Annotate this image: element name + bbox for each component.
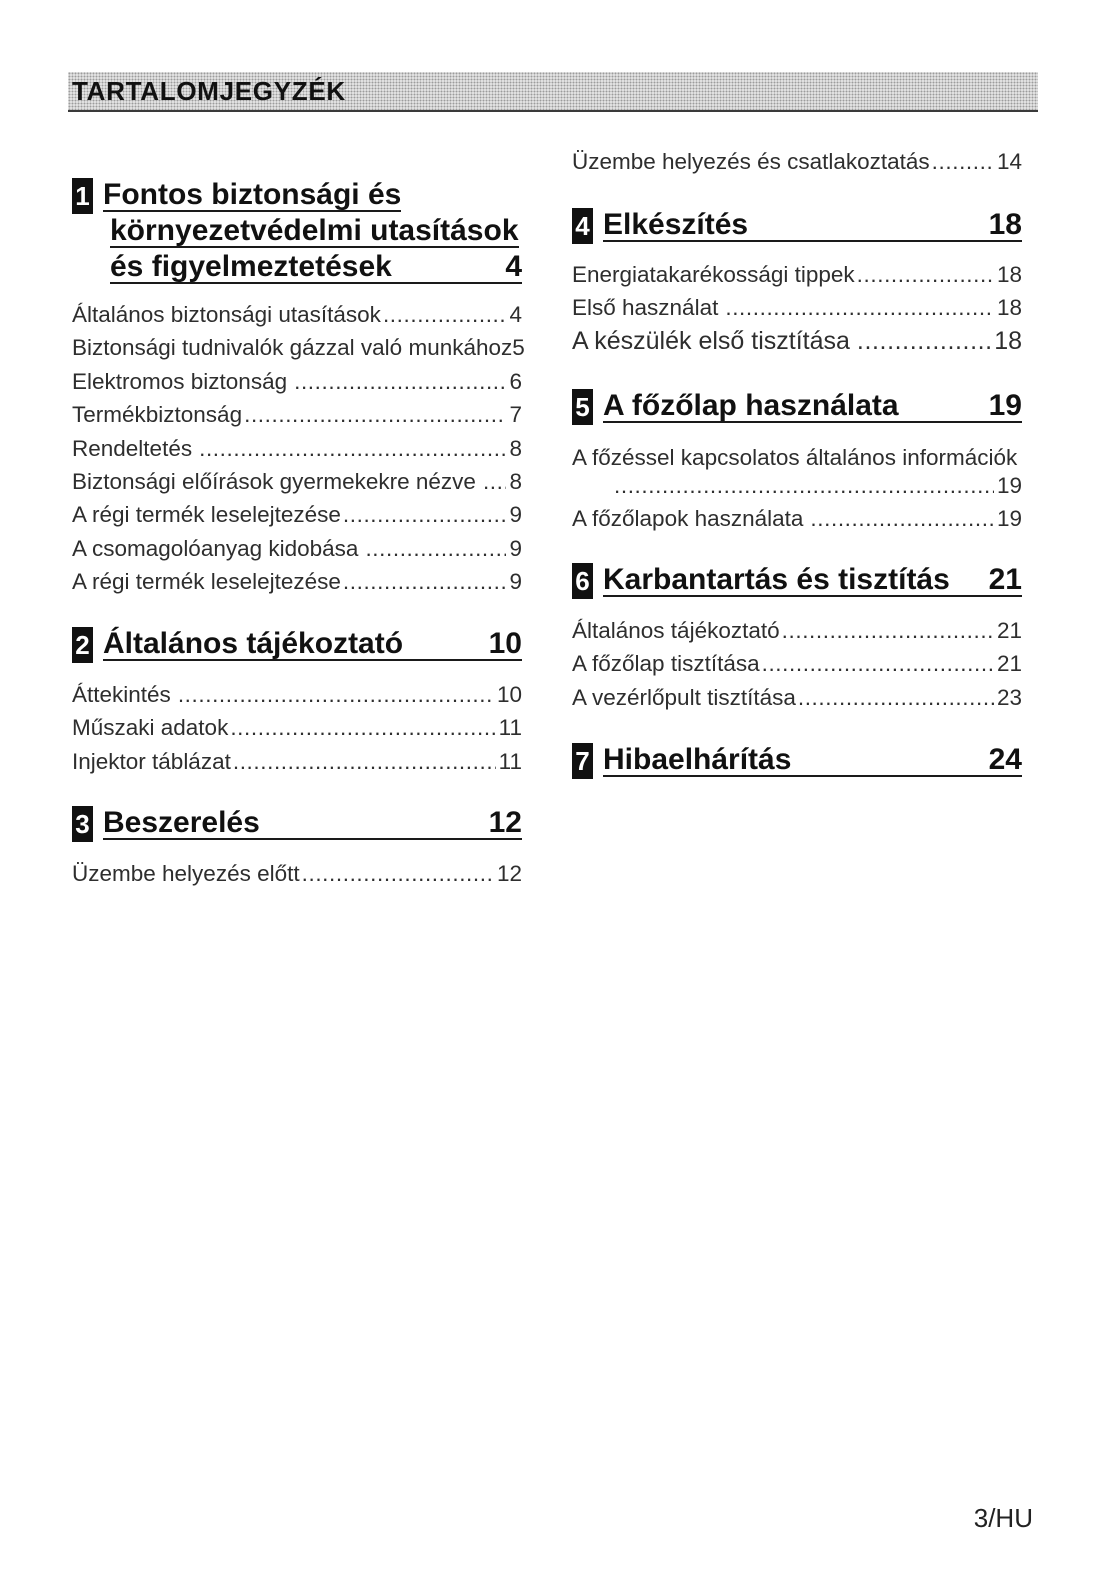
toc-entry-label: A vezérlőpult tisztítása bbox=[572, 684, 796, 710]
toc-entry-page: 19 bbox=[996, 506, 1022, 532]
section-3-entries bbox=[72, 857, 522, 890]
section-number-badge: 1 bbox=[72, 178, 93, 214]
section-number-badge: 5 bbox=[572, 389, 593, 425]
toc-entry bbox=[72, 365, 522, 398]
dot-leader bbox=[803, 502, 994, 535]
section-title-row bbox=[603, 743, 1022, 777]
toc-entry-page: 8 bbox=[509, 468, 522, 494]
toc-entry-label: A készülék első tisztítása bbox=[572, 326, 850, 355]
dot-leader bbox=[850, 325, 991, 358]
section-heading-1 bbox=[72, 178, 522, 283]
section-title: Elkészítés bbox=[603, 208, 749, 241]
section-page-number: 18 bbox=[988, 208, 1022, 241]
toc-entry-label: Injektor táblázat bbox=[72, 748, 231, 774]
toc-entry-page: 18 bbox=[996, 295, 1022, 321]
dot-leader bbox=[341, 565, 507, 598]
toc-entry-page: 9 bbox=[509, 502, 522, 528]
dot-leader bbox=[341, 498, 507, 531]
section-2-entries bbox=[72, 678, 522, 778]
toc-header-band bbox=[68, 72, 1038, 112]
toc-entry-label: Biztonsági előírások gyermekekre nézve bbox=[72, 468, 476, 494]
page-number: 3/HU bbox=[973, 1503, 1033, 1533]
toc-entry-page: 19 bbox=[996, 473, 1022, 498]
section-title-line: környezetvédelmi utasítások bbox=[110, 214, 519, 247]
dot-leader bbox=[718, 291, 994, 324]
toc-entry-page: 12 bbox=[496, 861, 522, 886]
toc-entry-label: A főzőlapok használata bbox=[572, 506, 804, 532]
section-5-entries bbox=[572, 441, 1022, 536]
dot-leader bbox=[300, 857, 494, 890]
dot-leader bbox=[930, 145, 994, 178]
toc-entry bbox=[572, 325, 1022, 358]
dot-leader bbox=[242, 398, 506, 431]
section-title: A főzőlap használata bbox=[603, 389, 899, 422]
toc-entry-page: 21 bbox=[996, 618, 1022, 643]
toc-entry-label: Üzembe helyezés és csatlakoztatás bbox=[572, 149, 930, 174]
toc-entry bbox=[72, 745, 522, 778]
toc-entry bbox=[572, 502, 1022, 535]
section-4-entries bbox=[572, 258, 1022, 358]
toc-entry-label: A főzőlap tisztítása bbox=[572, 651, 760, 677]
dot-leader bbox=[287, 365, 506, 398]
section-title-row bbox=[103, 806, 522, 840]
toc-entry bbox=[72, 678, 522, 711]
toc-entry-page: 7 bbox=[509, 402, 522, 428]
toc-entry-page: 23 bbox=[996, 684, 1022, 710]
toc-entry bbox=[572, 681, 1022, 714]
section-heading-4 bbox=[572, 208, 1022, 244]
section-title-row bbox=[110, 250, 522, 284]
section-title-row bbox=[603, 208, 1022, 242]
toc-entry-page: 18 bbox=[996, 262, 1022, 287]
section-title-row bbox=[603, 389, 1022, 423]
section-title: Általános tájékoztató bbox=[103, 627, 404, 660]
toc-entry bbox=[72, 857, 522, 890]
toc-entry bbox=[72, 532, 522, 565]
section-number-badge: 4 bbox=[572, 208, 593, 244]
section-heading-3 bbox=[72, 806, 522, 842]
section-heading-7 bbox=[572, 743, 1022, 779]
section-page-number: 24 bbox=[988, 743, 1022, 776]
toc-entry bbox=[72, 565, 522, 598]
toc-entry-label: Üzembe helyezés előtt bbox=[72, 861, 300, 886]
section-title-row bbox=[103, 627, 522, 661]
toc-entry-page: 14 bbox=[996, 149, 1022, 174]
section-6-entries bbox=[572, 614, 1022, 714]
dot-leader bbox=[171, 678, 494, 711]
dot-leader bbox=[612, 469, 994, 502]
toc-entry-page: 9 bbox=[509, 569, 522, 595]
toc-entry-page: 11 bbox=[498, 748, 522, 774]
section-page-number: 4 bbox=[505, 250, 522, 283]
section-title: Hibaelhárítás bbox=[603, 743, 792, 776]
section-heading-2 bbox=[72, 627, 522, 663]
dot-leader bbox=[855, 258, 994, 291]
toc-entry-label: Rendeltetés bbox=[72, 435, 193, 461]
section-title-row bbox=[603, 563, 1022, 597]
section-page-number: 19 bbox=[988, 389, 1022, 422]
section-1-entries bbox=[72, 298, 525, 599]
toc-entry-page: 10 bbox=[496, 682, 522, 707]
toc-entry-label: A régi termék leselejtezése bbox=[72, 502, 341, 528]
section-page-number: 21 bbox=[988, 563, 1022, 596]
toc-entry bbox=[72, 298, 522, 331]
toc-entry-page: 11 bbox=[498, 715, 522, 741]
dot-leader bbox=[192, 432, 506, 465]
dot-leader bbox=[476, 465, 507, 498]
dot-leader bbox=[231, 745, 496, 778]
section-title-line: Fontos biztonsági és bbox=[103, 178, 402, 211]
toc-entry-page: 4 bbox=[509, 302, 522, 327]
toc-entry bbox=[572, 647, 1022, 680]
toc-entry bbox=[72, 498, 522, 531]
section-title-line: és figyelmeztetések bbox=[110, 250, 392, 283]
section-number-badge: 7 bbox=[572, 743, 593, 779]
toc-entry-label: Általános biztonsági utasítások bbox=[72, 302, 381, 327]
section-number-badge: 6 bbox=[572, 563, 593, 599]
toc-entry bbox=[572, 145, 1022, 178]
toc-entry bbox=[72, 331, 525, 364]
toc-entry-page: 9 bbox=[509, 535, 522, 561]
toc-entry bbox=[572, 258, 1022, 291]
toc-entry bbox=[572, 614, 1022, 647]
toc-entry-page: 18 bbox=[994, 326, 1022, 355]
section-page-number: 10 bbox=[488, 627, 522, 660]
section-title: Beszerelés bbox=[103, 806, 260, 839]
section-heading-5 bbox=[572, 389, 1022, 425]
dot-leader bbox=[358, 532, 506, 565]
toc-entry-page: 21 bbox=[996, 651, 1022, 677]
section-number-badge: 2 bbox=[72, 627, 93, 663]
toc-entry-label: Műszaki adatok bbox=[72, 715, 229, 741]
toc-entry-label: A főzéssel kapcsolatos általános információk bbox=[572, 445, 1018, 470]
toc-entry bbox=[72, 432, 522, 465]
toc-entry-page: 6 bbox=[509, 368, 522, 394]
toc-entry bbox=[72, 398, 522, 431]
section-title: Karbantartás és tisztítás bbox=[603, 563, 950, 596]
toc-entry bbox=[72, 711, 522, 744]
toc-entry-label: Általános tájékoztató bbox=[572, 618, 780, 643]
section-number-badge: 3 bbox=[72, 806, 93, 842]
toc-entry-page: 5 bbox=[512, 335, 525, 361]
dot-leader bbox=[760, 647, 994, 680]
dot-leader bbox=[381, 298, 507, 331]
section-page-number: 12 bbox=[488, 806, 522, 839]
toc-entry-label: Termékbiztonság bbox=[72, 402, 243, 428]
toc-entry-label: Első használat bbox=[572, 295, 719, 321]
toc-entry-label: Elektromos biztonság bbox=[72, 368, 288, 394]
toc-entry-label: Energiatakarékossági tippek bbox=[572, 262, 855, 287]
dot-leader bbox=[796, 681, 994, 714]
toc-entry-continuation bbox=[572, 469, 1022, 502]
toc-entry-label: Biztonsági tudnivalók gázzal való munkához bbox=[72, 335, 513, 361]
dot-leader bbox=[228, 711, 495, 744]
toc-entry bbox=[72, 465, 522, 498]
toc-entry-label: A régi termék leselejtezése bbox=[72, 569, 341, 595]
toc-title: TARTALOMJEGYZÉK bbox=[72, 76, 346, 106]
dot-leader bbox=[780, 614, 994, 647]
section-3-entries-continued bbox=[572, 145, 1022, 178]
toc-entry-label: A csomagolóanyag kidobása bbox=[72, 535, 359, 561]
section-heading-6 bbox=[572, 563, 1022, 599]
toc-entry-page: 8 bbox=[509, 435, 522, 461]
toc-entry bbox=[572, 441, 1022, 469]
toc-entry-label: Áttekintés bbox=[72, 682, 171, 707]
toc-entry bbox=[572, 291, 1022, 324]
